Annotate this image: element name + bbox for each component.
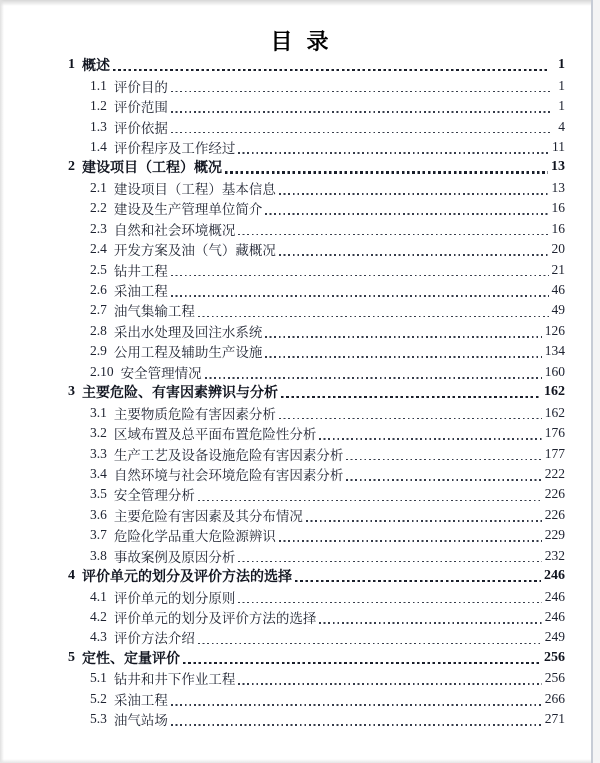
toc-entry-number: 3.6 (90, 506, 107, 522)
toc-entry-number: 2.3 (90, 220, 107, 236)
toc-leader-dots (171, 275, 549, 277)
toc-entry-page: 4 (558, 118, 565, 134)
toc-entry-number: 1.4 (90, 138, 107, 154)
toc-leader-dots (265, 336, 541, 338)
toc-entry-title: 建设及生产管理单位简介 (113, 202, 263, 218)
toc-entry-number: 5.3 (90, 711, 107, 727)
toc-entry-page: 46 (551, 282, 565, 298)
toc-entry-title: 钻井工程 (113, 263, 168, 279)
toc-leader-dots (198, 316, 549, 318)
toc-entry (0, 668, 600, 688)
toc-entry-title: 概述 (82, 59, 110, 75)
toc-entry-title: 采油工程 (113, 692, 168, 708)
toc-leader-dots (306, 520, 542, 522)
toc-leader-dots (113, 69, 550, 71)
toc-leader-dots (198, 500, 542, 502)
toc-entry (0, 423, 600, 443)
toc-leader-dots (346, 459, 541, 461)
toc-entry-page: 162 (544, 404, 565, 420)
toc-entry-title: 评价范围 (113, 100, 168, 116)
toc-leader-dots (319, 622, 541, 624)
toc-entry-number: 1.2 (90, 98, 107, 114)
toc-entry-number: 2.7 (90, 302, 107, 318)
toc-entry-title: 定性、定量评价 (82, 651, 180, 667)
toc-entry (0, 586, 600, 606)
toc-entry-page: 1 (558, 57, 565, 73)
toc-entry-number: 3.2 (90, 425, 107, 441)
toc-entry (0, 137, 600, 157)
toc-entry-title: 油气站场 (113, 713, 168, 729)
scan-edge-line-right (591, 0, 593, 763)
toc-entry-title: 危险化学品重大危险源辨识 (113, 529, 276, 545)
toc-entry-title: 公用工程及辅助生产设施 (113, 345, 263, 361)
toc-entry-title: 评价程序及工作经过 (113, 140, 236, 156)
toc-entry-page: 226 (544, 506, 565, 522)
toc-leader-dots (238, 234, 548, 236)
toc-entry-number: 2.1 (90, 179, 107, 195)
toc-entry-title: 油气集输工程 (113, 304, 195, 320)
toc-entry (0, 75, 600, 95)
toc-entry-page: 246 (544, 588, 565, 604)
toc-entry-title: 自然和社会环境概况 (113, 222, 236, 238)
toc-entry-number: 5.2 (90, 690, 107, 706)
toc-leader-dots (279, 254, 549, 256)
toc-leader-dots (171, 111, 550, 113)
toc-entry-page: 1 (558, 77, 565, 93)
toc-entry (0, 55, 600, 75)
toc-entry (0, 648, 600, 668)
toc-entry-page: 134 (544, 343, 565, 359)
toc-entry (0, 96, 600, 116)
toc-leader-dots (279, 193, 549, 195)
toc-entry (0, 566, 600, 586)
toc-entry-number: 2.2 (90, 200, 107, 216)
toc-entry-number: 3.4 (90, 465, 107, 481)
toc-entry-page: 246 (544, 568, 565, 584)
toc-entry-page: 13 (551, 179, 565, 195)
toc-entry-title: 主要危险、有害因素辨识与分析 (82, 386, 278, 402)
toc-entry (0, 443, 600, 463)
toc-entry-page: 177 (544, 445, 565, 461)
toc-entry (0, 484, 600, 504)
toc-entry-page: 176 (544, 425, 565, 441)
toc-entry-page: 11 (552, 138, 565, 154)
toc-entry (0, 157, 600, 177)
toc-entry-title: 开发方案及油（气）藏概况 (113, 243, 276, 259)
toc-entry-page: 20 (551, 241, 565, 257)
toc-entry-number: 2.5 (90, 261, 107, 277)
toc-entry-number: 4 (68, 568, 75, 584)
toc-entry-title: 评价目的 (113, 79, 168, 95)
toc-entry (0, 402, 600, 422)
toc-entry-title: 评价方法介绍 (113, 631, 195, 647)
toc-entry-number: 1.3 (90, 118, 107, 134)
toc-leader-dots (171, 724, 542, 726)
toc-entry-page: 126 (544, 322, 565, 338)
toc-entry-page: 16 (551, 200, 565, 216)
toc-entry (0, 300, 600, 320)
toc-entry (0, 341, 600, 361)
toc-entry-page: 249 (544, 629, 565, 645)
toc-entry (0, 321, 600, 341)
toc-entry-number: 3.7 (90, 527, 107, 543)
toc-leader-dots (281, 396, 541, 398)
toc-entry (0, 689, 600, 709)
toc-entry-number: 4.3 (90, 629, 107, 645)
toc-entry-title: 评价单元的划分原则 (113, 590, 236, 606)
toc-entry (0, 709, 600, 729)
toc-entry (0, 362, 600, 382)
toc-entry (0, 464, 600, 484)
toc-entry-page: 13 (551, 159, 565, 175)
toc-entry-title: 区域布置及总平面布置危险性分析 (113, 427, 317, 443)
toc-entry-page: 1 (558, 98, 565, 114)
toc-entry-number: 2.6 (90, 282, 107, 298)
scan-margin-right (593, 0, 600, 763)
toc-entry (0, 607, 600, 627)
toc-leader-dots (171, 132, 550, 134)
toc-leader-dots (171, 295, 549, 297)
toc-entry-number: 2.10 (90, 363, 114, 379)
toc-entry (0, 219, 600, 239)
toc-leader-dots (238, 152, 549, 154)
scan-edge-bottom (0, 759, 600, 763)
toc-leader-dots (238, 561, 541, 563)
toc-entry-page: 226 (544, 486, 565, 502)
toc-leader-dots (198, 643, 542, 645)
scan-edge-left (0, 0, 4, 763)
toc-entry-page: 49 (551, 302, 565, 318)
toc-entry-number: 5.1 (90, 670, 107, 686)
toc-entry-title: 事故案例及原因分析 (113, 549, 236, 565)
toc-entry-page: 16 (551, 220, 565, 236)
toc-entry-title: 主要危险有害因素及其分布情况 (113, 508, 303, 524)
toc-entry-number: 3.5 (90, 486, 107, 502)
toc-leader-dots (238, 602, 541, 604)
toc-entry-page: 256 (544, 649, 565, 665)
toc-entry-page: 271 (544, 711, 565, 727)
toc-entry-title: 生产工艺及设备设施危险有害因素分析 (113, 447, 344, 463)
toc-leader-dots (265, 213, 548, 215)
toc-entry (0, 525, 600, 545)
toc-entry-page: 160 (544, 363, 565, 379)
toc-entry (0, 382, 600, 402)
toc-leader-dots (238, 683, 541, 685)
toc-entry-page: 266 (544, 690, 565, 706)
toc-entry-title: 钻井和井下作业工程 (113, 672, 236, 688)
toc-entry (0, 505, 600, 525)
toc-entry-number: 4.2 (90, 609, 107, 625)
toc-entry-page: 232 (544, 547, 565, 563)
toc-entry (0, 627, 600, 647)
toc-leader-dots (279, 540, 542, 542)
toc-entry-title: 采出水处理及回注水系统 (113, 324, 263, 340)
toc-entry-page: 222 (544, 465, 565, 481)
toc-entry-number: 3.8 (90, 547, 107, 563)
toc-entry-title: 安全管理分析 (113, 488, 195, 504)
toc-entry-number: 4.1 (90, 588, 107, 604)
toc-entry-title: 自然环境与社会环境危险有害因素分析 (113, 467, 344, 483)
toc-entry-title: 建设项目（工程）基本信息 (113, 181, 276, 197)
toc-leader-dots (295, 580, 541, 582)
toc-entry (0, 546, 600, 566)
toc-entry-page: 229 (544, 527, 565, 543)
toc-entry-page: 162 (544, 384, 565, 400)
toc-entry-page: 246 (544, 609, 565, 625)
toc-entry (0, 116, 600, 136)
scan-edge-top (0, 0, 600, 6)
toc-entry-number: 2 (68, 159, 75, 175)
toc-entry (0, 239, 600, 259)
toc-entry-title: 建设项目（工程）概况 (82, 161, 222, 177)
toc-entry-page: 256 (544, 670, 565, 686)
toc-leader-dots (225, 171, 548, 173)
toc-entry (0, 198, 600, 218)
toc-entry-title: 评价单元的划分及评价方法的选择 (113, 611, 317, 627)
toc-entry-number: 3.3 (90, 445, 107, 461)
toc-leader-dots (171, 704, 542, 706)
toc-entry (0, 280, 600, 300)
page-title: 目 录 (270, 29, 330, 54)
toc-entry-title: 采油工程 (113, 284, 168, 300)
toc-entry-number: 2.9 (90, 343, 107, 359)
toc-entry-number: 5 (68, 649, 75, 665)
toc-leader-dots (279, 418, 542, 420)
toc-leader-dots (265, 356, 541, 358)
toc-entry-number: 1 (68, 57, 75, 73)
toc-entry-title: 评价依据 (113, 120, 168, 136)
toc-entry-number: 3.1 (90, 404, 107, 420)
toc-entry (0, 178, 600, 198)
toc-entry-title: 主要物质危险有害因素分析 (113, 406, 276, 422)
toc-leader-dots (319, 438, 541, 440)
toc-entry-number: 2.4 (90, 241, 107, 257)
toc-entry-number: 3 (68, 384, 75, 400)
toc-leader-dots (346, 479, 541, 481)
toc-leader-dots (171, 91, 550, 93)
toc-entry-title: 评价单元的划分及评价方法的选择 (82, 570, 292, 586)
toc-leader-dots (183, 662, 541, 664)
toc-entry (0, 259, 600, 279)
toc-entry-number: 1.1 (90, 77, 107, 93)
toc-entry-title: 安全管理情况 (120, 365, 202, 381)
toc-list (0, 55, 600, 729)
toc-entry-number: 2.8 (90, 322, 107, 338)
toc-leader-dots (205, 377, 542, 379)
toc-entry-page: 21 (551, 261, 565, 277)
